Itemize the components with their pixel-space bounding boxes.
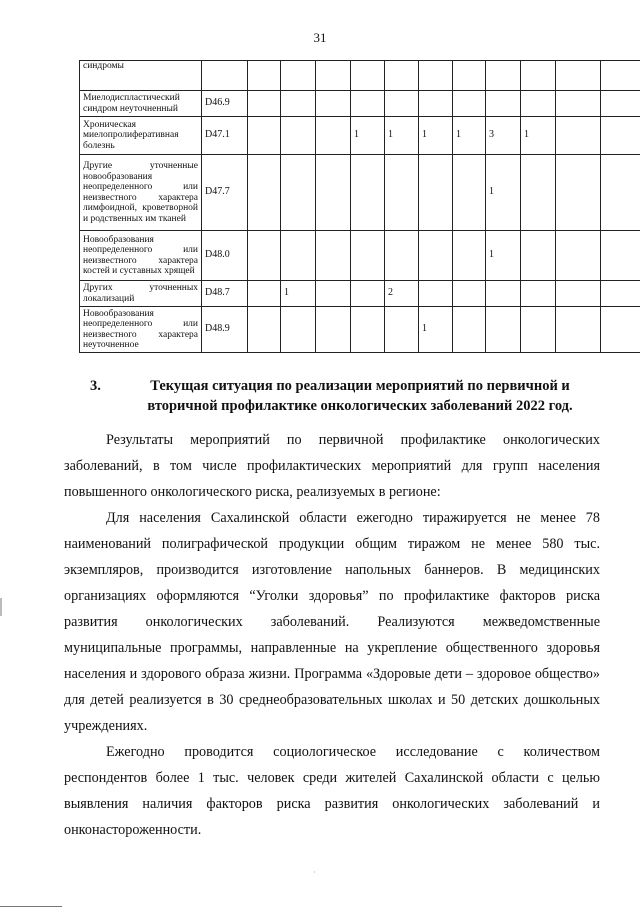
row-value-cell: 1	[486, 231, 521, 281]
paragraph-1: Результаты мероприятий по первичной профилактике онкологических заболеваний, в том числе профилактических мероприятий для групп населения повышенного онкологического риска, реализуемых в регионе:	[64, 432, 600, 500]
row-value-cell	[521, 281, 556, 307]
row-value-cell	[316, 117, 351, 155]
table-row	[80, 117, 640, 155]
table-row	[80, 91, 640, 117]
table-row	[80, 155, 640, 231]
row-value-cell	[453, 61, 486, 91]
row-code-cell: D47.7	[202, 155, 248, 231]
row-value-cell	[556, 155, 601, 231]
row-value-cell	[316, 281, 351, 307]
row-value-cell	[385, 61, 419, 91]
row-value-cell: 1	[419, 117, 453, 155]
row-value-cell	[521, 307, 556, 353]
row-value-cell	[601, 307, 640, 353]
row-value-cell	[248, 155, 281, 231]
row-value-cell	[316, 61, 351, 91]
row-value-cell	[556, 117, 601, 155]
row-value-cell	[316, 91, 351, 117]
row-value-cell	[556, 91, 601, 117]
row-name-cell: Другие уточненные новообразования неопределенного или неизвестного характера лимфоидной, кроветворной и родственных им тканей	[80, 155, 202, 231]
row-value-cell	[521, 91, 556, 117]
row-value-cell	[385, 231, 419, 281]
row-value-cell	[521, 155, 556, 231]
paragraph-3: Ежегодно проводится социологическое исследование с количеством респондентов более 1 тыс. человек среди жителей Сахалинской области с целью выявления наличия факторов риска развития онкологических заболеваний и онконастороженности.	[64, 744, 600, 838]
table-row	[80, 61, 640, 91]
row-name-cell: Новообразования неопределенного или неизвестного характера костей и суставных хрящей	[80, 231, 202, 281]
row-value-cell	[351, 281, 385, 307]
row-value-cell	[281, 307, 316, 353]
row-value-cell	[351, 91, 385, 117]
data-table	[79, 60, 640, 353]
row-value-cell	[453, 307, 486, 353]
row-value-cell	[601, 281, 640, 307]
row-value-cell	[486, 61, 521, 91]
row-value-cell	[281, 117, 316, 155]
row-value-cell	[453, 91, 486, 117]
row-value-cell: 3	[486, 117, 521, 155]
row-value-cell: 1	[419, 307, 453, 353]
row-value-cell	[601, 231, 640, 281]
row-name-cell: синдромы	[80, 61, 202, 91]
row-value-cell	[351, 231, 385, 281]
row-value-cell	[556, 281, 601, 307]
section-heading	[90, 376, 590, 416]
row-value-cell	[248, 281, 281, 307]
row-value-cell	[601, 61, 640, 91]
section-title: Текущая ситуация по реализации мероприятий по первичной и вторичной профилактике онкологических заболеваний 2022 год.	[147, 378, 573, 414]
row-value-cell	[601, 117, 640, 155]
row-value-cell	[281, 61, 316, 91]
row-value-cell: 1	[351, 117, 385, 155]
row-value-cell	[419, 231, 453, 281]
row-value-cell: 1	[453, 117, 486, 155]
row-code-cell: D48.7	[202, 281, 248, 307]
row-value-cell	[486, 281, 521, 307]
row-value-cell: 1	[385, 117, 419, 155]
row-value-cell	[281, 231, 316, 281]
row-value-cell	[316, 155, 351, 231]
row-name-cell: Других уточненных локализаций	[80, 281, 202, 307]
section-number: 3.	[90, 378, 101, 394]
table-row	[80, 231, 640, 281]
row-value-cell	[385, 307, 419, 353]
row-value-cell	[419, 61, 453, 91]
row-value-cell	[316, 307, 351, 353]
row-value-cell: 1	[281, 281, 316, 307]
row-value-cell	[248, 61, 281, 91]
row-value-cell: 1	[521, 117, 556, 155]
row-value-cell	[521, 231, 556, 281]
row-value-cell	[281, 91, 316, 117]
row-name-cell: Миелодиспластический синдром неуточненный	[80, 91, 202, 117]
row-value-cell	[601, 155, 640, 231]
row-value-cell: 1	[486, 155, 521, 231]
row-code-cell	[202, 61, 248, 91]
row-name-cell: Новообразования неопределенного или неизвестного характера неуточненное	[80, 307, 202, 353]
row-value-cell: 2	[385, 281, 419, 307]
row-value-cell	[556, 231, 601, 281]
row-value-cell	[453, 231, 486, 281]
row-code-cell: D48.0	[202, 231, 248, 281]
row-value-cell	[316, 231, 351, 281]
row-value-cell	[419, 155, 453, 231]
row-value-cell	[521, 61, 556, 91]
paragraph-2: Для населения Сахалинской области ежегодно тиражируется не менее 78 наименований полиграфической продукции общим тиражом не менее 580 тыс. экземпляров, производится изготовление напольных баннеров. В медицинских организациях оформляются “Уголки здоровья” по профилактике факторов риска развития онкологических заболеваний. Реализуются межведомственные муниципальные программы, направленные на укрепление общественного здоровья населения и здорового образа жизни. Программа «Здоровые дети – здоровое общество» для детей реализуется в 30 среднеобразовательных школах и 50 детских дошкольных учреждениях.	[64, 510, 600, 734]
row-value-cell	[281, 155, 316, 231]
row-value-cell	[453, 155, 486, 231]
row-value-cell	[556, 61, 601, 91]
row-value-cell	[248, 91, 281, 117]
row-value-cell	[556, 307, 601, 353]
row-code-cell: D48.9	[202, 307, 248, 353]
row-value-cell	[351, 155, 385, 231]
row-value-cell	[248, 307, 281, 353]
row-value-cell	[419, 91, 453, 117]
row-value-cell	[601, 91, 640, 117]
row-value-cell	[351, 307, 385, 353]
row-value-cell	[385, 155, 419, 231]
row-value-cell	[453, 281, 486, 307]
row-value-cell	[248, 231, 281, 281]
row-value-cell	[486, 307, 521, 353]
row-value-cell	[385, 91, 419, 117]
page-number: 31	[313, 30, 327, 45]
table-row	[80, 307, 640, 353]
scan-dot: ·	[313, 868, 316, 877]
row-code-cell: D47.1	[202, 117, 248, 155]
row-value-cell	[419, 281, 453, 307]
row-name-cell: Хроническая миелопролиферативная болезнь	[80, 117, 202, 155]
row-code-cell: D46.9	[202, 91, 248, 117]
scan-edge-mark	[0, 598, 2, 616]
row-value-cell	[486, 91, 521, 117]
table-row	[80, 281, 640, 307]
row-value-cell	[248, 117, 281, 155]
footer-rule	[0, 906, 62, 907]
row-value-cell	[351, 61, 385, 91]
